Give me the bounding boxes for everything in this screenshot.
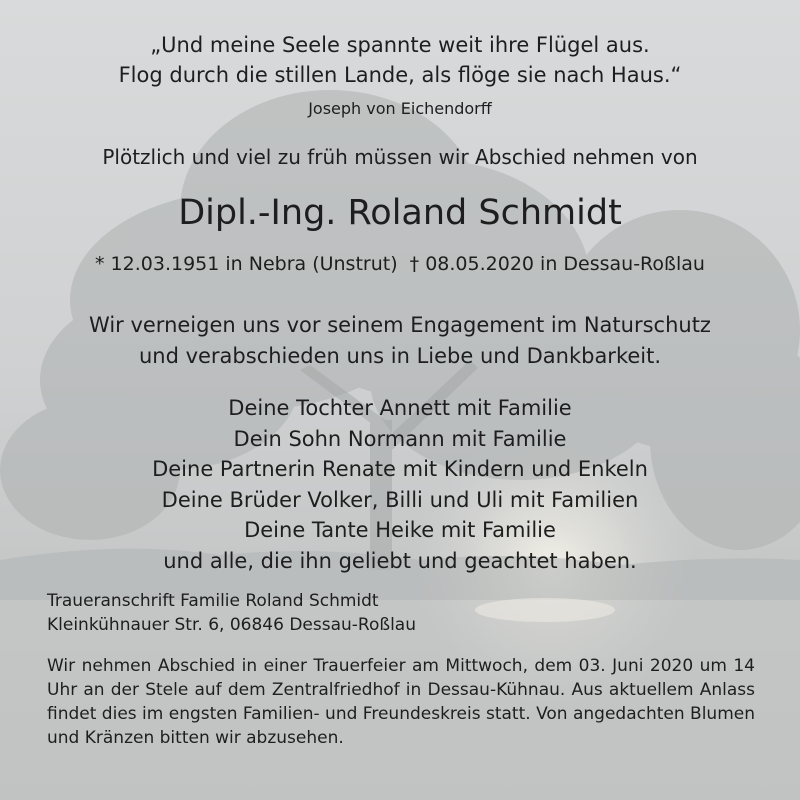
birth-date: * 12.03.1951 in Nebra (Unstrut)	[95, 253, 398, 275]
mourner-line: Deine Brüder Volker, Billi und Uli mit Familien	[161, 487, 639, 512]
deceased-name: Dipl.-Ing. Roland Schmidt	[178, 193, 622, 233]
life-dates	[0, 250, 800, 278]
mourner-line: Deine Tante Heike mit Familie	[244, 518, 556, 542]
tribute-line: und verabschieden uns in Liebe und Dankbarkeit.	[138, 344, 662, 368]
mourner-line: und alle, die ihn geliebt und geachtet haben.	[163, 548, 637, 573]
quote-line: Flog durch die stillen Lande, als flöge sie nach Haus.“	[118, 63, 682, 87]
address-line: Traueranschrift Familie Roland Schmidt	[47, 591, 379, 611]
tribute-line: Wir verneigen uns vor seinem Engagement im Naturschutz	[89, 313, 711, 337]
quote-author: Joseph von Eichendorff	[308, 99, 492, 118]
mourners-list	[0, 393, 800, 576]
mourner-line: Dein Sohn Normann mit Familie	[233, 426, 567, 451]
epigraph-quote	[0, 30, 800, 90]
mourner-line: Deine Tochter Annett mit Familie	[228, 396, 572, 420]
tribute-text	[0, 310, 800, 372]
address-line: Kleinkühnauer Str. 6, 06846 Dessau-Roßlau	[47, 615, 416, 635]
quote-line: „Und meine Seele spannte weit ihre Flügel aus.	[150, 33, 650, 57]
mourner-line: Deine Partnerin Renate mit Kindern und Enkeln	[152, 457, 648, 481]
mourning-address	[47, 589, 747, 637]
death-date: † 08.05.2020 in Dessau-Roßlau	[409, 253, 705, 275]
intro-text: Plötzlich und viel zu früh müssen wir Abschied nehmen von	[102, 145, 698, 169]
ceremony-notice: Wir nehmen Abschied in einer Trauerfeier am Mittwoch, dem 03. Juni 2020 um 14 Uhr an der Stele auf dem Zentralfriedhof in Dessau-Kühnau. Aus aktuellem Anlass findet dies im engsten Familien- und Freundeskreis statt. Von angedachten Blumen und Kränzen bitten wir abzusehen.	[47, 656, 755, 748]
